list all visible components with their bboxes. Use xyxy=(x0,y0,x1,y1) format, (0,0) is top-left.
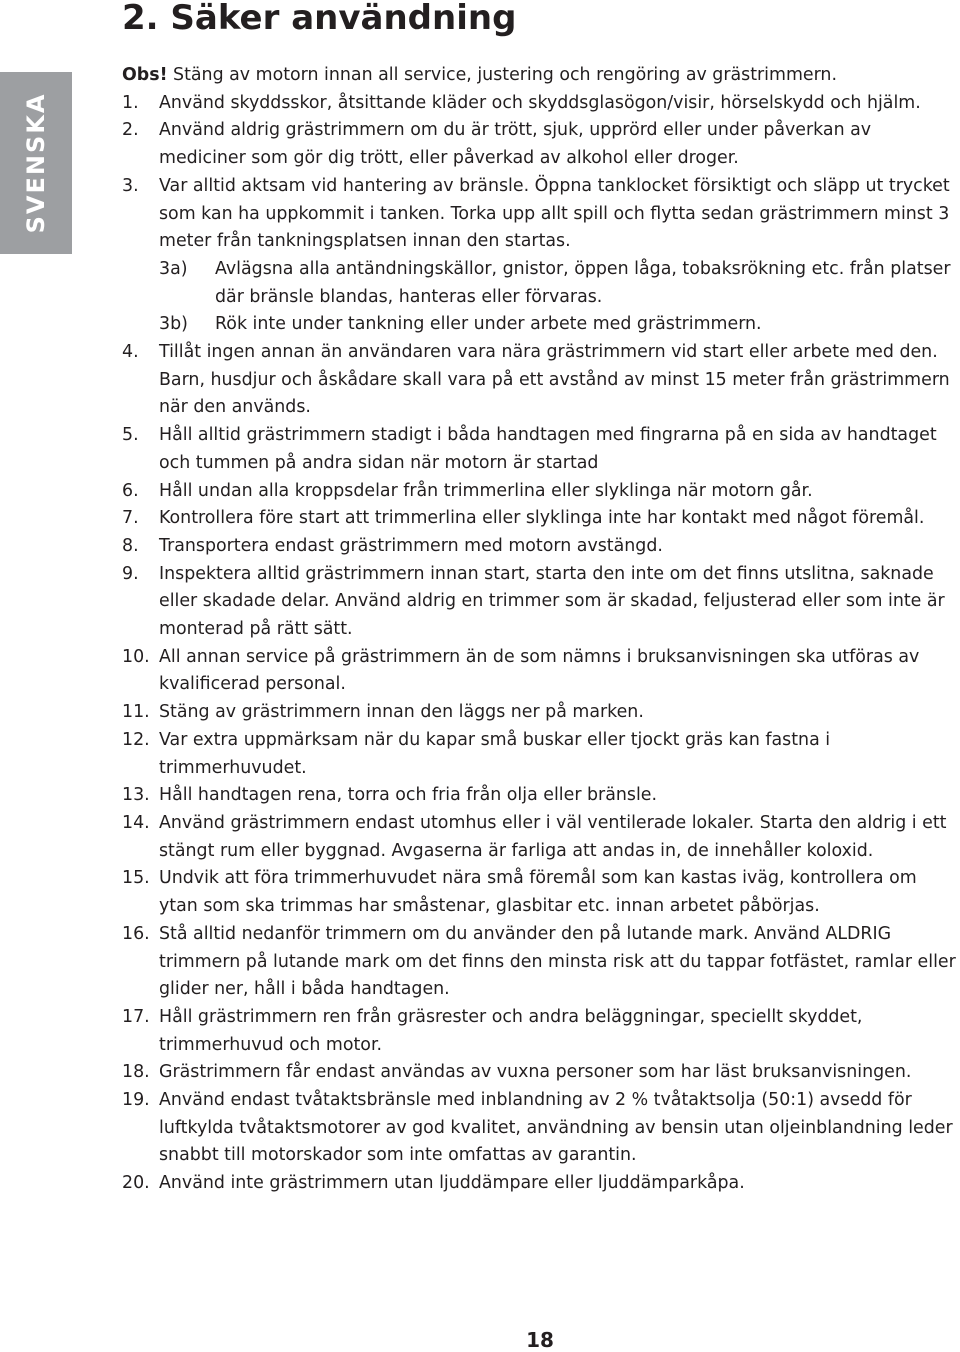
list-item xyxy=(122,782,958,810)
list-item-text: Var extra uppmärksam när du kapar små buskar eller tjockt gräs kan fastna i trimmerhuvudet. xyxy=(159,729,831,778)
list-item xyxy=(122,810,958,865)
list-item-text: Håll undan alla kroppsdelar från trimmerlina eller slyklinga när motorn går. xyxy=(159,480,813,501)
list-item-number: 11. xyxy=(122,702,150,723)
list-item xyxy=(122,1004,958,1059)
list-item xyxy=(122,644,958,699)
list-item-number: 17. xyxy=(122,1006,150,1027)
language-tab-label: SVENSKA xyxy=(22,92,50,234)
list-item-text: Använd aldrig grästrimmern om du är trött, sjuk, upprörd eller under påverkan av mediciner som gör dig trött, eller påverkad av alkohol eller droger. xyxy=(159,120,872,169)
list-item xyxy=(122,865,958,920)
list-item-number: 8. xyxy=(122,535,139,556)
list-item xyxy=(122,505,958,533)
list-item xyxy=(122,1170,958,1198)
list-item-body xyxy=(159,173,958,339)
list-item-text: Grästrimmern får endast användas av vuxna personer som har läst bruksanvisningen. xyxy=(159,1062,912,1083)
sub-item xyxy=(159,311,958,339)
list-item-number: 19. xyxy=(122,1090,150,1111)
list-item-number: 2. xyxy=(122,120,139,141)
section-title: 2. Säker användning xyxy=(122,0,517,38)
list-item-number: 6. xyxy=(122,480,139,501)
list-item-text: Använd grästrimmern endast utomhus eller i väl ventilerade lokaler. Starta den aldrig i ett stängt rum eller byggnad. Avgaserna är farliga att andas in, de innehåller koloxid. xyxy=(159,812,947,861)
list-item xyxy=(122,921,958,1004)
list-item-text: All annan service på grästrimmern än de som nämns i bruksanvisningen ska utföras av kvalificerad personal. xyxy=(159,646,920,695)
sub-item-text: Rök inte under tankning eller under arbete med grästrimmern. xyxy=(215,314,762,335)
list-item xyxy=(122,561,958,644)
list-item-text: Håll alltid grästrimmern stadigt i båda handtagen med fingrarna på en sida av handtaget och tummen på andra sidan när motorn är startad xyxy=(159,425,937,473)
list-item xyxy=(122,90,958,118)
list-item xyxy=(122,1087,958,1170)
list-item-text: Använd endast tvåtaktsbränsle med inblandning av 2 % tvåtaktsolja (50:1) avsedd för luftkylda tvåtaktsmotorer av god kvalitet, användning av bensin utan oljeinblandning leder snabbt till motorskador som inte omfattas av garantin. xyxy=(159,1090,953,1166)
list-item-text: Tillåt ingen annan än användaren vara nära grästrimmern vid start eller arbete med den. Barn, husdjur och åskådare skall vara på ett avstånd av minst 15 meter från grästrimmern när den används. xyxy=(159,342,950,418)
list-item-number: 15. xyxy=(122,868,150,889)
list-item-number: 16. xyxy=(122,923,150,944)
intro-note xyxy=(122,62,958,90)
list-item-number: 3. xyxy=(122,175,139,196)
list-item-text: Använd skyddsskor, åtsittande kläder och skyddsglasögon/visir, hörselskydd och hjälm. xyxy=(159,92,921,113)
list-item xyxy=(122,173,958,339)
list-item xyxy=(122,1059,958,1087)
list-item-number: 13. xyxy=(122,785,150,806)
list-item-text: Håll grästrimmern ren från gräsrester och andra beläggningar, speciellt skyddet, trimmerhuvud och motor. xyxy=(159,1006,863,1055)
list-item-number: 20. xyxy=(122,1173,150,1194)
list-item xyxy=(122,422,958,477)
list-item-number: 4. xyxy=(122,342,139,363)
list-item-number: 10. xyxy=(122,646,150,667)
list-item-text: Använd inte grästrimmern utan ljuddämpare eller ljuddämparkåpa. xyxy=(159,1173,745,1194)
list-item-text: Stäng av grästrimmern innan den läggs ner på marken. xyxy=(159,702,644,723)
list-item-number: 12. xyxy=(122,729,150,750)
sub-item-label: 3b) xyxy=(159,314,188,335)
language-tab xyxy=(0,72,72,254)
list-item-number: 5. xyxy=(122,425,139,446)
list-item xyxy=(122,117,958,172)
list-item xyxy=(122,727,958,782)
list-item xyxy=(122,478,958,506)
list-item-text: Kontrollera före start att trimmerlina eller slyklinga inte har kontakt med något föremål. xyxy=(159,508,925,529)
intro-note-label: Obs! xyxy=(122,65,168,85)
sub-item-text: Avlägsna alla antändningskällor, gnistor, öppen låga, tobaksrökning etc. från platser där bränsle blandas, hanteras eller förvaras. xyxy=(215,258,951,307)
sub-item xyxy=(159,256,958,311)
list-item-text: Inspektera alltid grästrimmern innan start, starta den inte om det finns utslitna, saknade eller skadade delar. Använd aldrig en trimmer som är skadad, feljusterad eller som inte är monterad på rätt sätt. xyxy=(159,563,945,640)
list-item-text: Var alltid aktsam vid hantering av bränsle. Öppna tanklocket försiktigt och släpp ut trycket som kan ha uppkommit i tanken. Torka upp allt spill och flytta sedan grästrimmern minst 3 meter från tankningsplatsen innan den startas. xyxy=(159,175,950,252)
list-item-number: 18. xyxy=(122,1062,150,1083)
list-item-number: 9. xyxy=(122,563,139,584)
list-item-text: Undvik att föra trimmerhuvudet nära små föremål som kan kastas iväg, kontrollera om ytan som ska trimmas har småstenar, glasbitar etc. innan arbetet påbörjas. xyxy=(159,868,917,917)
list-item-text: Stå alltid nedanför trimmern om du använder den på lutande mark. Använd ALDRIG trimmern på lutande mark om det finns den minsta risk att du tappar fotfästet, ramlar eller glider ner, håll i båda handtagen. xyxy=(159,923,956,1000)
list-item-text: Transportera endast grästrimmern med motorn avstängd. xyxy=(159,535,663,556)
list-item xyxy=(122,699,958,727)
list-item xyxy=(122,339,958,422)
list-item-text: Håll handtagen rena, torra och fria från olja eller bränsle. xyxy=(159,785,658,806)
sub-item-label: 3a) xyxy=(159,258,188,279)
safety-content xyxy=(122,62,958,1198)
list-item-number: 7. xyxy=(122,508,139,529)
page-number: 18 xyxy=(526,1328,554,1352)
list-item-number: 1. xyxy=(122,92,139,113)
safety-list xyxy=(122,90,958,1198)
list-item-number: 14. xyxy=(122,812,150,833)
intro-note-text: Stäng av motorn innan all service, justering och rengöring av grästrimmern. xyxy=(167,65,837,85)
list-item xyxy=(122,533,958,561)
